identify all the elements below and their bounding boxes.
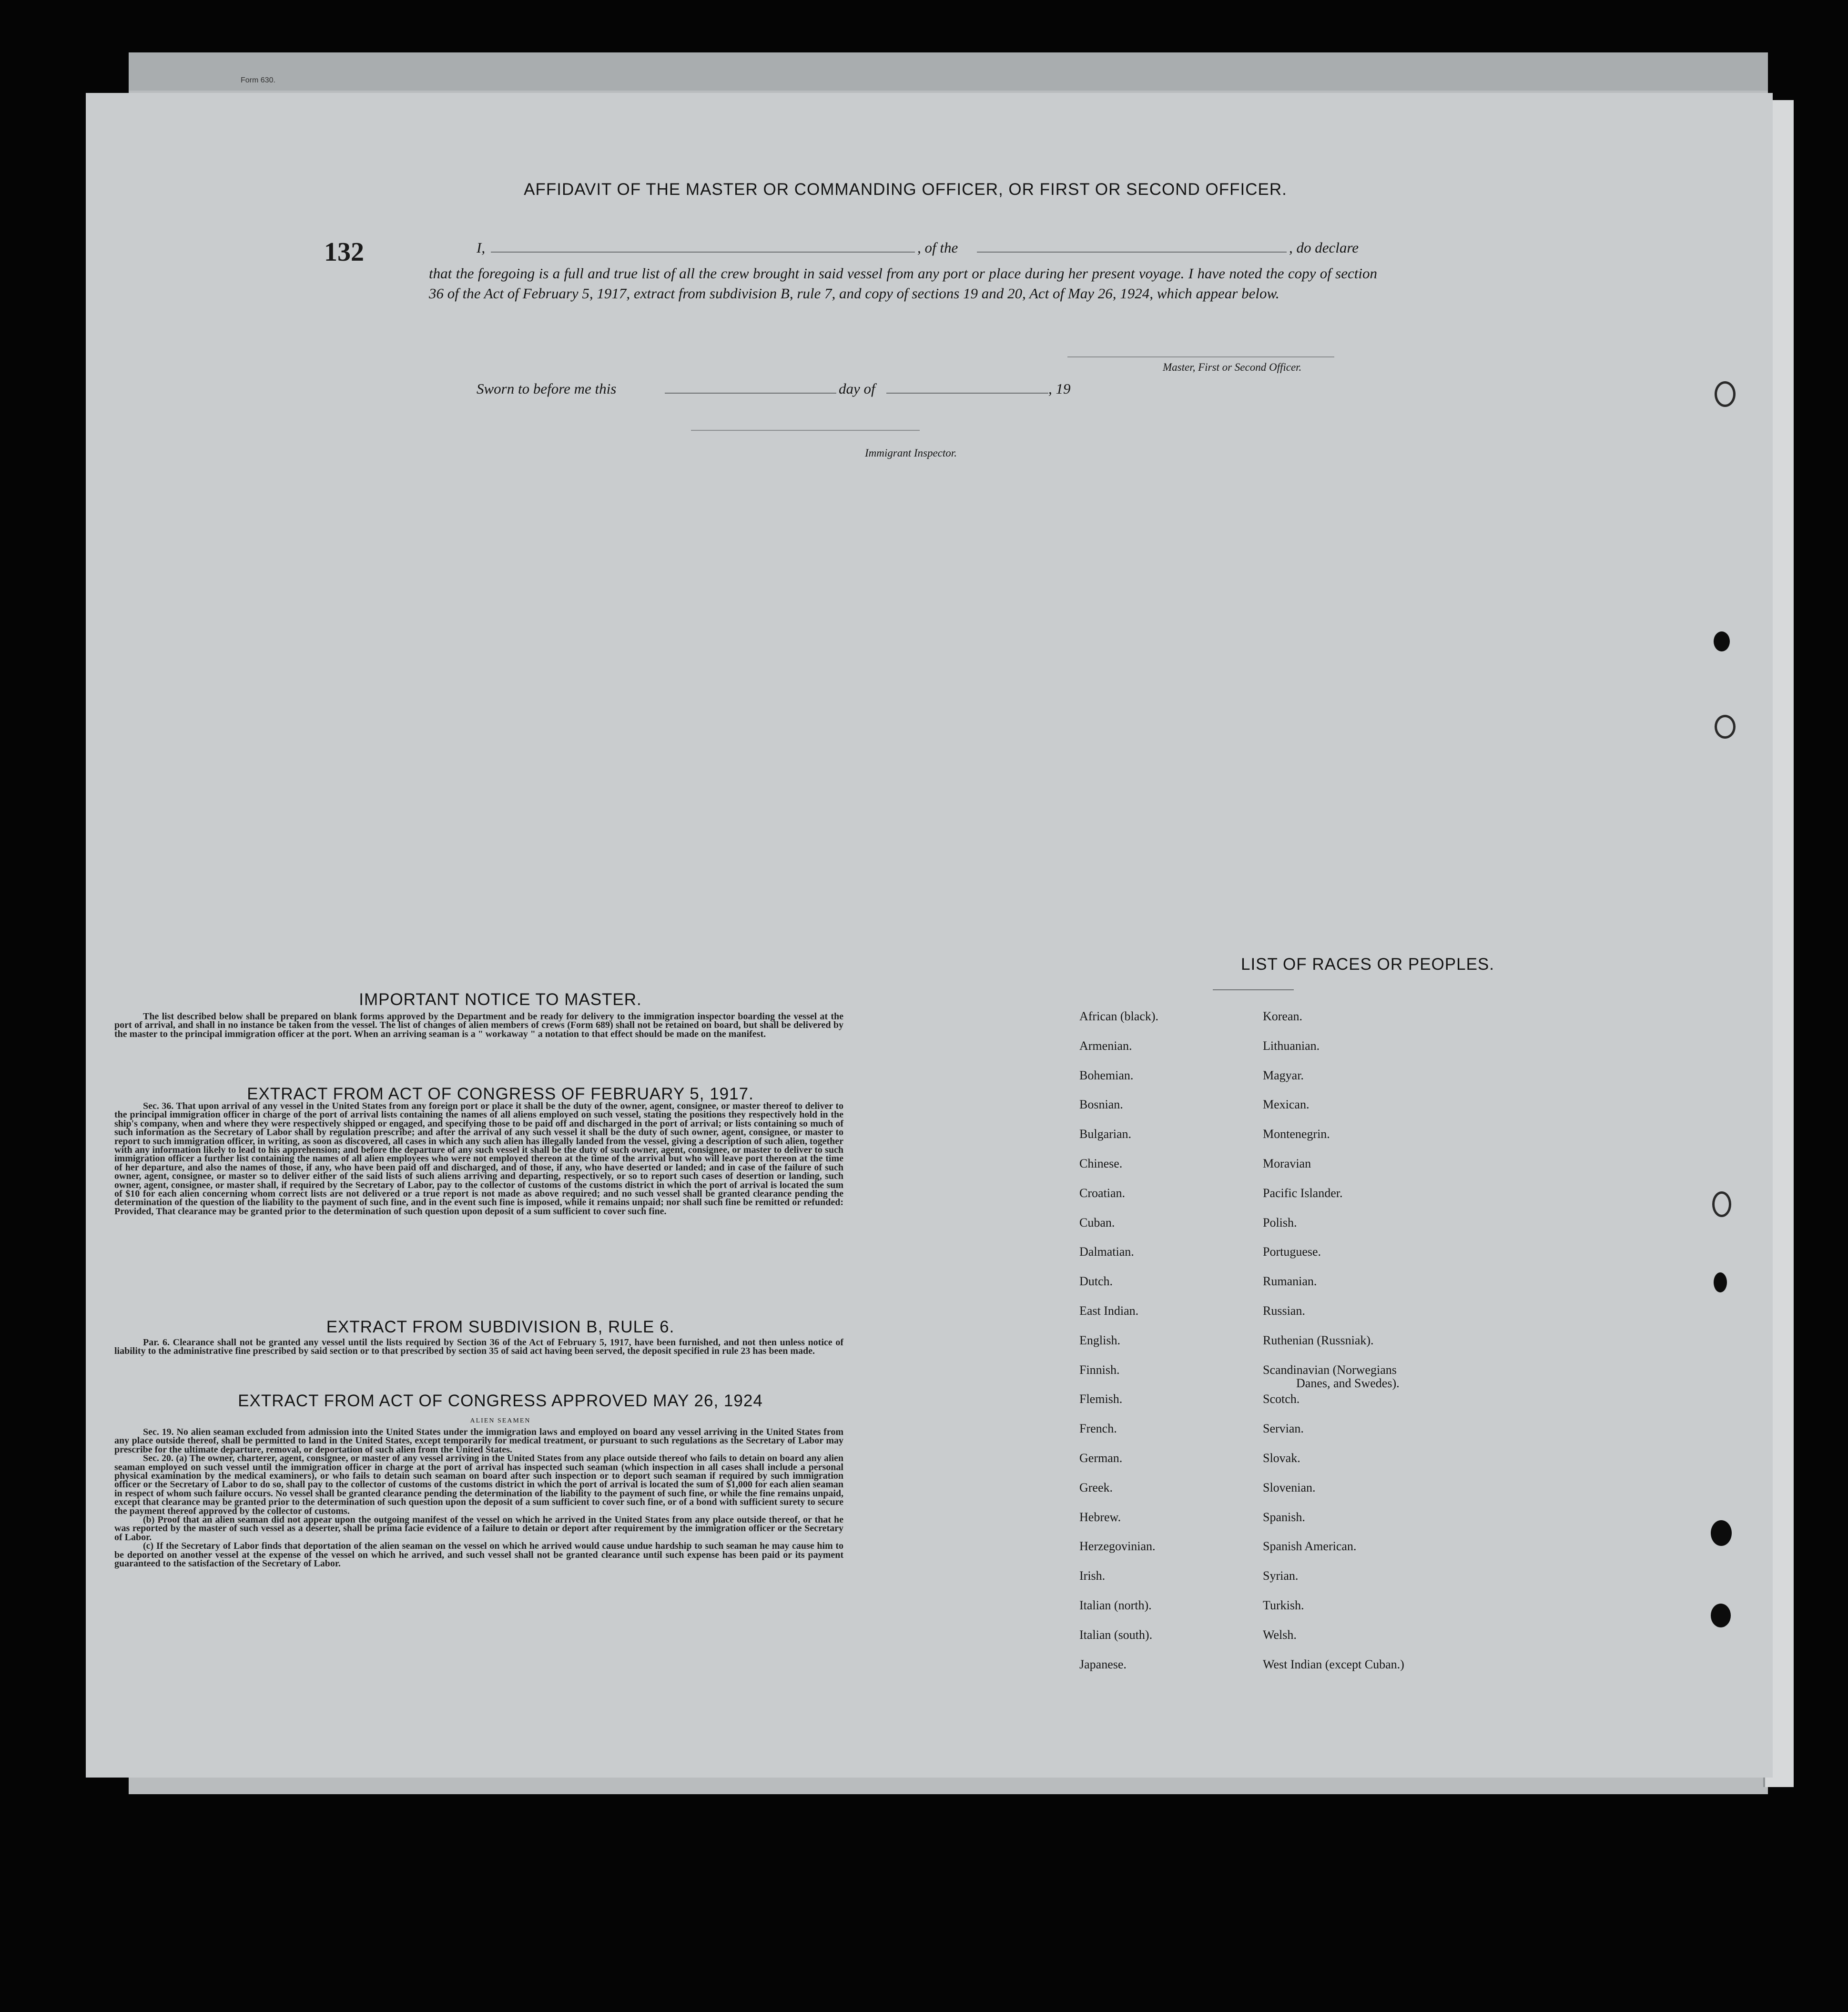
- races-title-rule: [1213, 989, 1294, 990]
- race-item: Mexican.: [1263, 1097, 1310, 1112]
- race-item: Ruthenian (Russniak).: [1263, 1333, 1374, 1347]
- sworn-day-blank: [665, 380, 836, 394]
- affidavit-declare-label: , do declare: [1289, 239, 1359, 256]
- race-item: Syrian.: [1263, 1569, 1299, 1583]
- notice-title: IMPORTANT NOTICE TO MASTER.: [359, 990, 642, 1009]
- race-item: Italian (south).: [1079, 1627, 1153, 1642]
- race-item: Armenian.: [1079, 1038, 1132, 1053]
- race-item: Welsh.: [1263, 1627, 1297, 1642]
- race-item: Hebrew.: [1079, 1510, 1121, 1524]
- race-item: Turkish.: [1263, 1598, 1304, 1612]
- vessel-name-blank: [977, 239, 1287, 253]
- immigrant-inspector-label: Immigrant Inspector.: [865, 447, 957, 459]
- race-item: Chinese.: [1079, 1157, 1123, 1170]
- binder-hole: [1714, 631, 1730, 651]
- sworn-prefix: Sworn to before me this: [477, 380, 617, 397]
- binder-hole: [1712, 1191, 1731, 1217]
- master-signature-label: Master, First or Second Officer.: [1163, 361, 1302, 373]
- affidavit-body: that the foregoing is a full and true list of all the crew brought in said vessel from any port or place during her present voyage. I have noted the copy of section 36 of the Act of February 5, 1917, extract from subdivision B, rule 7, and copy of sections 19 and 20, Act of May 26, 1924, which appear below.: [429, 265, 1377, 302]
- race-item: Spanish.: [1263, 1510, 1305, 1524]
- race-item: Pacific Islander.: [1263, 1186, 1343, 1200]
- race-item: English.: [1079, 1333, 1120, 1347]
- race-item: Rumanian.: [1263, 1274, 1317, 1289]
- race-item: East Indian.: [1079, 1304, 1139, 1318]
- race-item: Bulgarian.: [1079, 1127, 1132, 1141]
- race-item: Servian.: [1263, 1422, 1304, 1436]
- affidavit-of-the-label: , of the: [917, 239, 958, 256]
- race-item: Croatian.: [1079, 1186, 1126, 1200]
- race-item: Moravian: [1263, 1157, 1311, 1170]
- race-item: Magyar.: [1263, 1068, 1304, 1082]
- race-item: African (black).: [1079, 1009, 1159, 1023]
- race-item: Bohemian.: [1079, 1068, 1134, 1082]
- sworn-year-label: , 19: [1048, 380, 1071, 397]
- race-item: Irish.: [1079, 1569, 1106, 1583]
- race-item: Herzegovinian.: [1079, 1539, 1156, 1554]
- race-item: Korean.: [1263, 1009, 1303, 1023]
- race-item: Bosnian.: [1079, 1097, 1123, 1112]
- race-item: Slovak.: [1263, 1451, 1300, 1465]
- race-item: Montenegrin.: [1263, 1127, 1330, 1141]
- officer-name-blank: [491, 239, 915, 253]
- race-item: Dutch.: [1079, 1274, 1113, 1289]
- race-item: Portuguese.: [1263, 1245, 1321, 1259]
- race-item: German.: [1079, 1451, 1123, 1465]
- race-item: Dalmatian.: [1079, 1245, 1134, 1259]
- race-item: Slovenian.: [1263, 1480, 1316, 1494]
- race-item: Polish.: [1263, 1215, 1297, 1230]
- notice-text: The list described below shall be prepared on blank forms approved by the Department and be ready for delivery to the immigration inspector boarding the vessel at the port of arrival, and shall in no instance be taken from the vessel. The list of changes of alien members of crews (Form 689) shall not be retained on board, but shall be delivered by the master to the principal immigration officer at the port. When an arriving seaman is a " workaway " a notation to that effect should be made on the manifest.: [114, 1011, 843, 1039]
- section-20a-text: Sec. 20. (a) The owner, charterer, agent, consignee, or master of any vessel arriving in the United States from any place outside thereof who fails to detain on board any alien seaman employed on such vessel until the immigration officer in charge at the port of arrival has inspected such seaman (which inspection in all cases shall include a personal physical examination by the medical examiners), or who fails to detain such seaman on board after such inspection or to deport such seaman if required by such immigration officer or the Secretary of Labor to do so, shall pay to the collector of customs of the customs district in which the port of arrival is located the sum of $1,000 for each alien seaman in respect of whom such failure occurs. No vessel shall be granted clearance pending the determination of the liability to the payment of such fine, or while the fine remains unpaid, except that clearance may be granted prior to the determination of such question upon the deposit of a sum sufficient to cover such fine, or of a bond with sufficient surety to secure the payment thereof approved by the collector of customs.: [114, 1453, 843, 1516]
- inspector-signature-line: [691, 430, 920, 431]
- section-20b-text: (b) Proof that an alien seaman did not appear upon the outgoing manifest of the vessel on which he arrived in the United States from any place outside thereof, or that he was reported by the master of such vessel as a deserter, shall be prima facie evidence of a failure to detain or deport after requirement by the immigration officer or the Secretary of Labor.: [114, 1514, 843, 1543]
- race-item: Russian.: [1263, 1304, 1305, 1318]
- binder-hole: [1715, 381, 1736, 407]
- race-item: Greek.: [1079, 1480, 1113, 1494]
- extract-1924-text: [114, 1428, 843, 1637]
- race-item: West Indian (except Cuban.): [1263, 1657, 1404, 1671]
- extract-rule6-text: Par. 6. Clearance shall not be granted any vessel until the lists required by Section 36 of the Act of February 5, 1917, have been furnished, and not then unless notice of liability to the administrative fine prescribed by said section or to that prescribed by section 35 of said act having been served, the deposit specified in rule 23 has been made.: [114, 1337, 843, 1357]
- race-item: Spanish American.: [1263, 1539, 1357, 1554]
- underlying-sheet-top-strip: [129, 52, 1768, 91]
- master-signature-line: [1067, 356, 1334, 357]
- race-item: Lithuanian.: [1263, 1038, 1320, 1053]
- binder-hole: [1715, 715, 1736, 739]
- race-item: Cuban.: [1079, 1215, 1115, 1230]
- extract-1917-text: Sec. 36. That upon arrival of any vessel in the United States from any foreign port or place it shall be the duty of the owner, agent, consignee, or master thereof to deliver to the principal immigration officer in charge of the port of arrival lists containing the names of all aliens employed on such vessel, stating the positions they respectively hold in the ship's company, when and where they were respectively shipped or engaged, and specifying those to be paid off and discharged in the port of arrival; or lists containing so much of such information as the Secretary of Labor shall by regulation prescribe; and after the arrival of any such vessel it shall be the duty of such owner, agent, consignee, or master to report to such immigration officer, in writing, as soon as discovered, all cases in which any such alien has illegally landed from the vessel, giving a description of such alien, together with any information likely to lead to his apprehension; and before the departure of any such vessel it shall be the duty of such owner, agent, consignee, or master to deliver to such immigration officer a further list containing the names of all alien employees who were not employed thereon at the time of the arrival but who will leave port thereon at the time of her departure, and also the names of those, if any, who have been paid off and discharged, and of those, if any, who have deserted or landed; and in case of the failure of such owner, agent, consignee, or master so to deliver either of the said lists of such aliens arriving and departing, respectively, or so to report such cases of desertion or landing, such owner, agent, consignee, or master shall, if required by the Secretary of Labor, pay to the collector of customs of the customs district in which the port of arrival is located the sum of $10 for each alien concerning whom correct lists are not delivered or a true report is not made as above required; and no such vessel shall be granted clearance pending the determination of the question of the liability to the payment of such fine, and in the event such fine is imposed, while it remains unpaid; nor shall such fine be remitted or refunded: Provided, That clearance may be granted prior to the determination of such question upon deposit of a sum sufficient to cover such fine.: [114, 1101, 843, 1217]
- binder-hole: [1711, 1520, 1732, 1546]
- race-item: Finnish.: [1079, 1362, 1120, 1377]
- affidavit-i-label: I,: [477, 239, 486, 256]
- sheet-stamp-number: 132: [324, 237, 364, 267]
- race-item: Scandinavian (Norwegians: [1263, 1362, 1397, 1377]
- extract-1924-title: EXTRACT FROM ACT OF CONGRESS APPROVED MAY 26, 1924: [238, 1392, 763, 1410]
- extract-1917-title: EXTRACT FROM ACT OF CONGRESS OF FEBRUARY 5, 1917.: [247, 1085, 754, 1103]
- extract-rule6-title: EXTRACT FROM SUBDIVISION B, RULE 6.: [326, 1318, 675, 1336]
- race-item: Japanese.: [1079, 1657, 1127, 1671]
- race-item: Danes, and Swedes).: [1296, 1376, 1400, 1390]
- binder-hole: [1711, 1604, 1731, 1627]
- affidavit-title: AFFIDAVIT OF THE MASTER OR COMMANDING OFFICER, OR FIRST OR SECOND OFFICER.: [524, 180, 1287, 199]
- section-19-text: Sec. 19. No alien seaman excluded from admission into the United States under the immigration laws and employed on board any vessel arriving in the United States from any place outside thereof, shall be permitted to land in the United States, except temporarily for medical treatment, or pursuant to such regulations as the Secretary of Labor may prescribe for the ultimate departure, removal, or deportation of such alien from the United States.: [114, 1427, 843, 1455]
- race-item: Italian (north).: [1079, 1598, 1152, 1612]
- race-item: Flemish.: [1079, 1392, 1123, 1406]
- sworn-month-blank: [886, 380, 1048, 394]
- alien-seamen-subtitle: ALIEN SEAMEN: [470, 1417, 531, 1424]
- form-number-label: Form 630.: [241, 76, 275, 84]
- race-item: French.: [1079, 1422, 1117, 1436]
- races-list-title: LIST OF RACES OR PEOPLES.: [1240, 955, 1494, 974]
- race-item: Scotch.: [1263, 1392, 1300, 1406]
- section-20c-text: (c) If the Secretary of Labor finds that deportation of the alien seaman on the vessel on which he arrived would cause undue hardship to such seaman he may cause him to be deported on another vessel at the expense of the vessel on which he arrived, and such vessel shall not be granted clearance until such expense has been paid or its payment guaranteed to the satisfaction of the Secretary of Labor.: [114, 1541, 843, 1569]
- sworn-day-label: day of: [839, 380, 875, 397]
- binder-hole: [1714, 1272, 1727, 1292]
